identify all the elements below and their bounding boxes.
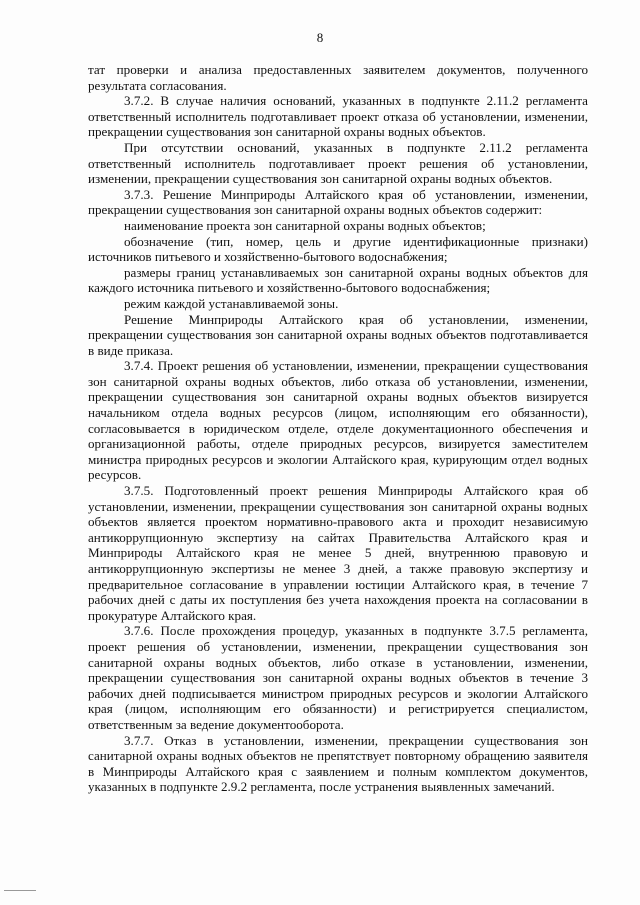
paragraph-3-7-4: 3.7.4. Проект решения об установлении, изменении, прекращении существования зон санитарной охраны водных объектов, либо отказа об установлении, изменении, прекращении существования зон санитарной охраны водных объектов визируется начальником отдела водных ресурсов (лицом, исполняющим его обязанности), согласовывается в юридическом отделе, отделе документационного обеспечения и организационной работы, отделе природных ресурсов, визируется заместителем министра природных ресурсов и экологии Алтайского края, курирующим отдел водных ресурсов. [88,358,588,483]
page-number: 8 [316,30,324,45]
paragraph-no-grounds: При отсутствии оснований, указанных в подпункте 2.11.2 регламента ответственный исполнитель подготавливает проект решения об установлении, изменении, прекращении существования зон санитарной охраны водных объектов. [88,139,588,187]
paragraph-continuation: тат проверки и анализа предоставленных заявителем документов, полученного результата согласования. [88,62,588,93]
list-item-project-name: наименование проекта зон санитарной охраны водных объектов; [124,217,486,233]
paragraph-3-7-7: 3.7.7. Отказ в установлении, изменении, прекращении существования зон санитарной охраны водных объектов не препятствует повторному обращению заявителя в Минприроды Алтайского края с заявлением и полным комплектом документов, указанных в подпункте 2.9.2 регламента, после устранения выявленных замечаний. [88,732,588,795]
scan-edge-mark [4,890,36,891]
paragraph-decision-order: Решение Минприроды Алтайского края об установлении, изменении, прекращении существования зон санитарной охраны водных объектов подготавливается в виде приказа. [88,311,588,358]
paragraph-3-7-5: 3.7.5. Подготовленный проект решения Минприроды Алтайского края об установлении, изменении, прекращении существования зон санитарной охраны водных объектов является проектом нормативно-правового акта и проходит независимую антикоррупционную экспертизу на сайтах Правительства Алтайского края и Минприроды Алтайского края не менее 5 дней, внутреннюю правовую и антикоррупционную экспертизы не менее 3 дней, а также правовую экспертизу и предварительное согласование в управлении юстиции Алтайского края, в течение 7 рабочих дней с даты их поступления без учета нахождения проекта на согласовании в прокуратуре Алтайского края. [88,483,588,623]
list-item-designation: обозначение (тип, номер, цель и другие идентификационные признаки) источников питьевого и хозяйственно-бытового водоснабжения; [88,233,588,265]
paragraph-3-7-2: 3.7.2. В случае наличия оснований, указанных в подпункте 2.11.2 регламента ответственный исполнитель подготавливает проект отказа об установлении, изменении, прекращении существования зон санитарной охраны водных объектов. [88,93,588,140]
list-item-boundaries: размеры границ устанавливаемых зон санитарной охраны водных объектов для каждого источника питьевого и хозяйственно-бытового водоснабжения; [88,264,588,296]
paragraph-3-7-3: 3.7.3. Решение Минприроды Алтайского края об установлении, изменении, прекращении существования зон санитарной охраны водных объектов содержит: [88,186,588,218]
document-body [88,62,588,795]
list-item-zone-regime: режим каждой устанавливаемой зоны. [124,295,339,311]
paragraph-3-7-6: 3.7.6. После прохождения процедур, указанных в подпункте 3.7.5 регламента, проект решения об установлении, изменении, прекращении существования зон санитарной охраны водных объектов, либо отказе в установлении, изменении, прекращении существования зон санитарной охраны водных объектов в течение 3 рабочих дней подписывается министром природных ресурсов и экологии Алтайского края (лицом, исполняющим его обязанности) и регистрируется специалистом, ответственным за ведение документооборота. [88,623,588,732]
